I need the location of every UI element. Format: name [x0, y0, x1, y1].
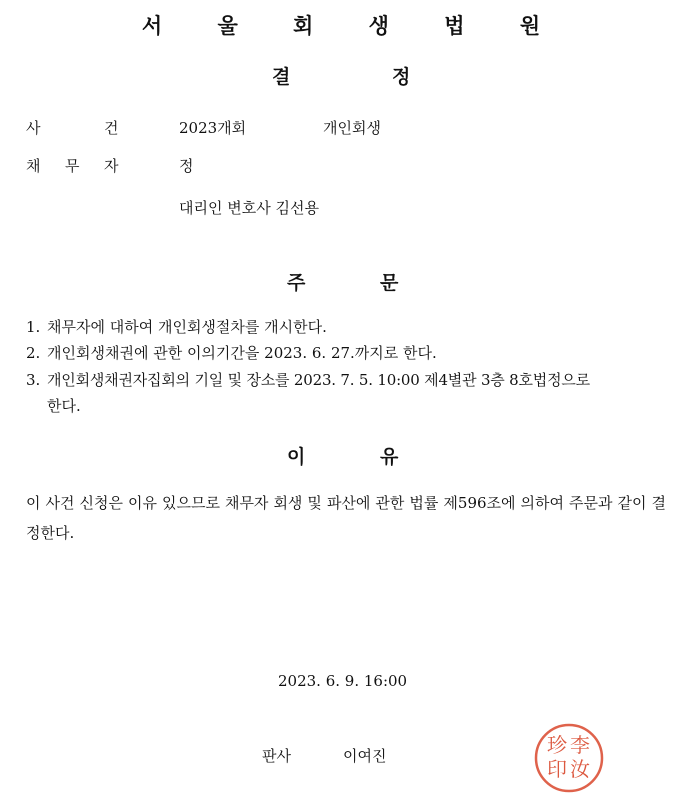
seal-char-4: 印 — [547, 757, 567, 781]
order-item-text: 개인회생채권자집회의 기일 및 장소를 2023. 7. 5. 10:00 제4별관 3층 8호법정으로 — [47, 371, 590, 389]
judge-seal — [533, 722, 605, 794]
debtor-label-char-3: 자 — [104, 157, 119, 175]
debtor-name: 정 — [179, 157, 194, 175]
case-number: 2023개회 — [179, 119, 247, 137]
order-item-3-continuation: 한다. — [47, 397, 81, 415]
case-label-char-2: 건 — [104, 119, 119, 137]
seal-char-3: 珍 — [547, 733, 567, 757]
reason-heading-left: 이 — [287, 446, 306, 468]
order-item-1 — [26, 316, 666, 337]
document-heading-left: 결 — [272, 66, 291, 88]
order-item-text: 개인회생채권에 관한 이의기간을 2023. 6. 27.까지로 한다. — [47, 344, 437, 362]
order-heading-left: 주 — [287, 272, 306, 294]
seal-icon — [533, 722, 605, 794]
debtor-label-char-2: 무 — [65, 157, 80, 175]
judge-name: 이여진 — [343, 747, 387, 765]
judge-title: 판사 — [262, 747, 291, 765]
order-item-number: 3. — [26, 371, 41, 389]
case-label-char-1: 사 — [26, 119, 41, 137]
order-item-2 — [26, 342, 666, 363]
seal-char-1: 李 — [570, 733, 590, 757]
order-item-number: 1. — [26, 318, 41, 336]
decision-date: 2023. 6. 9. 16:00 — [278, 672, 408, 690]
reason-heading-right: 유 — [380, 446, 399, 468]
reason-text: 이 사건 신청은 이유 있으므로 채무자 회생 및 파산에 관한 법률 제596조에 의하여 주문과 같이 결정한다. — [26, 494, 666, 542]
seal-char-2: 汝 — [570, 757, 590, 781]
order-item-text: 채무자에 대하여 개인회생절차를 개시한다. — [47, 318, 327, 336]
court-name: 서 울 회 생 법 원 — [141, 14, 565, 38]
document-heading-right: 정 — [392, 66, 411, 88]
debtor-label-char-1: 채 — [26, 157, 41, 175]
case-type: 개인회생 — [323, 119, 381, 137]
representative: 대리인 변호사 김선용 — [179, 199, 319, 217]
order-heading-right: 문 — [380, 272, 399, 294]
order-item-3 — [26, 369, 666, 390]
order-item-number: 2. — [26, 344, 41, 362]
